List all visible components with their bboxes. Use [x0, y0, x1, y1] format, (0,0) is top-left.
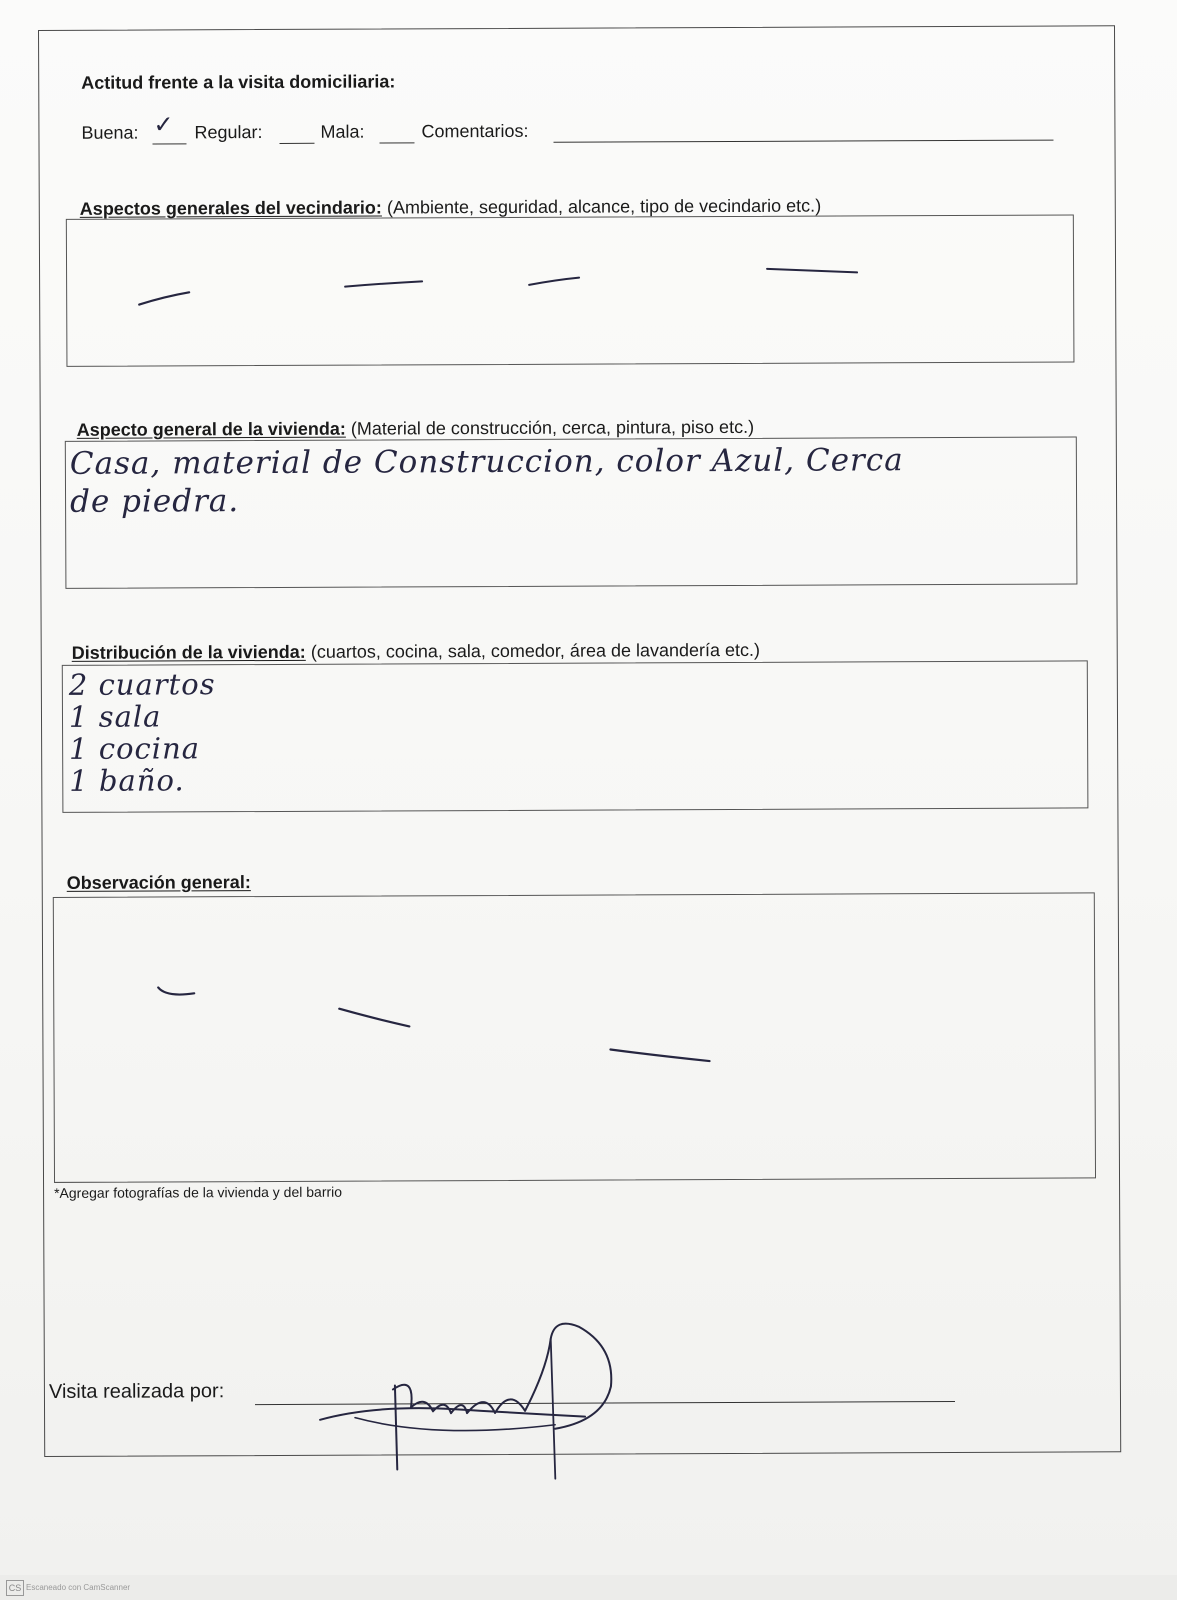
attitude-title: Actitud frente a la visita domiciliaria: [81, 71, 396, 93]
distribution-answer-line-4: 1 baño. [69, 763, 185, 798]
good-checkmark: ✓ [153, 110, 175, 139]
bad-label: Mala: [320, 121, 365, 142]
distribution-answer-box[interactable] [62, 660, 1089, 812]
distribution-answer-line-2: 1 sala [68, 699, 162, 734]
form-frame [38, 25, 1121, 1457]
camscanner-logo: CS [6, 1580, 24, 1596]
observation-title-text: Observación general: [66, 872, 251, 893]
housing-aspect-title-text: Aspecto general de la vivienda: [76, 418, 346, 440]
camscanner-caption: Escaneado con CamScanner [26, 1583, 131, 1592]
distribution-title-text: Distribución de la vivienda: [71, 641, 306, 663]
housing-aspect-title [77, 417, 754, 441]
observation-title [67, 872, 251, 894]
neighborhood-title-text: Aspectos generales del vecindario: [79, 197, 382, 219]
signature-scribble [315, 1298, 636, 1499]
good-label: Buena: [81, 122, 139, 143]
distribution-hint: (cuartos, cocina, sala, comedor, área de lavandería etc.) [310, 639, 761, 662]
housing-aspect-answer-box[interactable] [65, 436, 1078, 588]
regular-blank[interactable] [279, 143, 314, 144]
good-blank[interactable] [152, 143, 186, 144]
regular-label: Regular: [194, 122, 263, 143]
distribution-title [72, 640, 760, 664]
comments-blank[interactable] [553, 140, 1053, 143]
observation-strike-marks [54, 893, 1095, 1182]
neighborhood-hint: (Ambiente, seguridad, alcance, tipo de vecindario etc.) [386, 195, 822, 218]
neighborhood-strike-marks [67, 215, 1074, 365]
housing-aspect-answer-line-1: Casa, material de Construccion, color Azul, Cerca [69, 442, 904, 482]
housing-aspect-hint: (Material de construcción, cerca, pintura, piso etc.) [350, 416, 755, 439]
distribution-answer-line-1: 2 cuartos [68, 667, 216, 702]
distribution-answer-line-3: 1 cocina [69, 731, 201, 766]
comments-label: Comentarios: [421, 120, 529, 142]
bad-blank[interactable] [379, 142, 414, 143]
housing-aspect-answer-line-2: de piedra. [69, 483, 240, 520]
photos-footnote: *Agregar fotografías de la vivienda y del barrio [54, 1183, 343, 1201]
observation-answer-box[interactable] [53, 892, 1096, 1183]
neighborhood-answer-box[interactable] [66, 214, 1075, 366]
visit-label: Visita realizada por: [48, 1380, 225, 1403]
